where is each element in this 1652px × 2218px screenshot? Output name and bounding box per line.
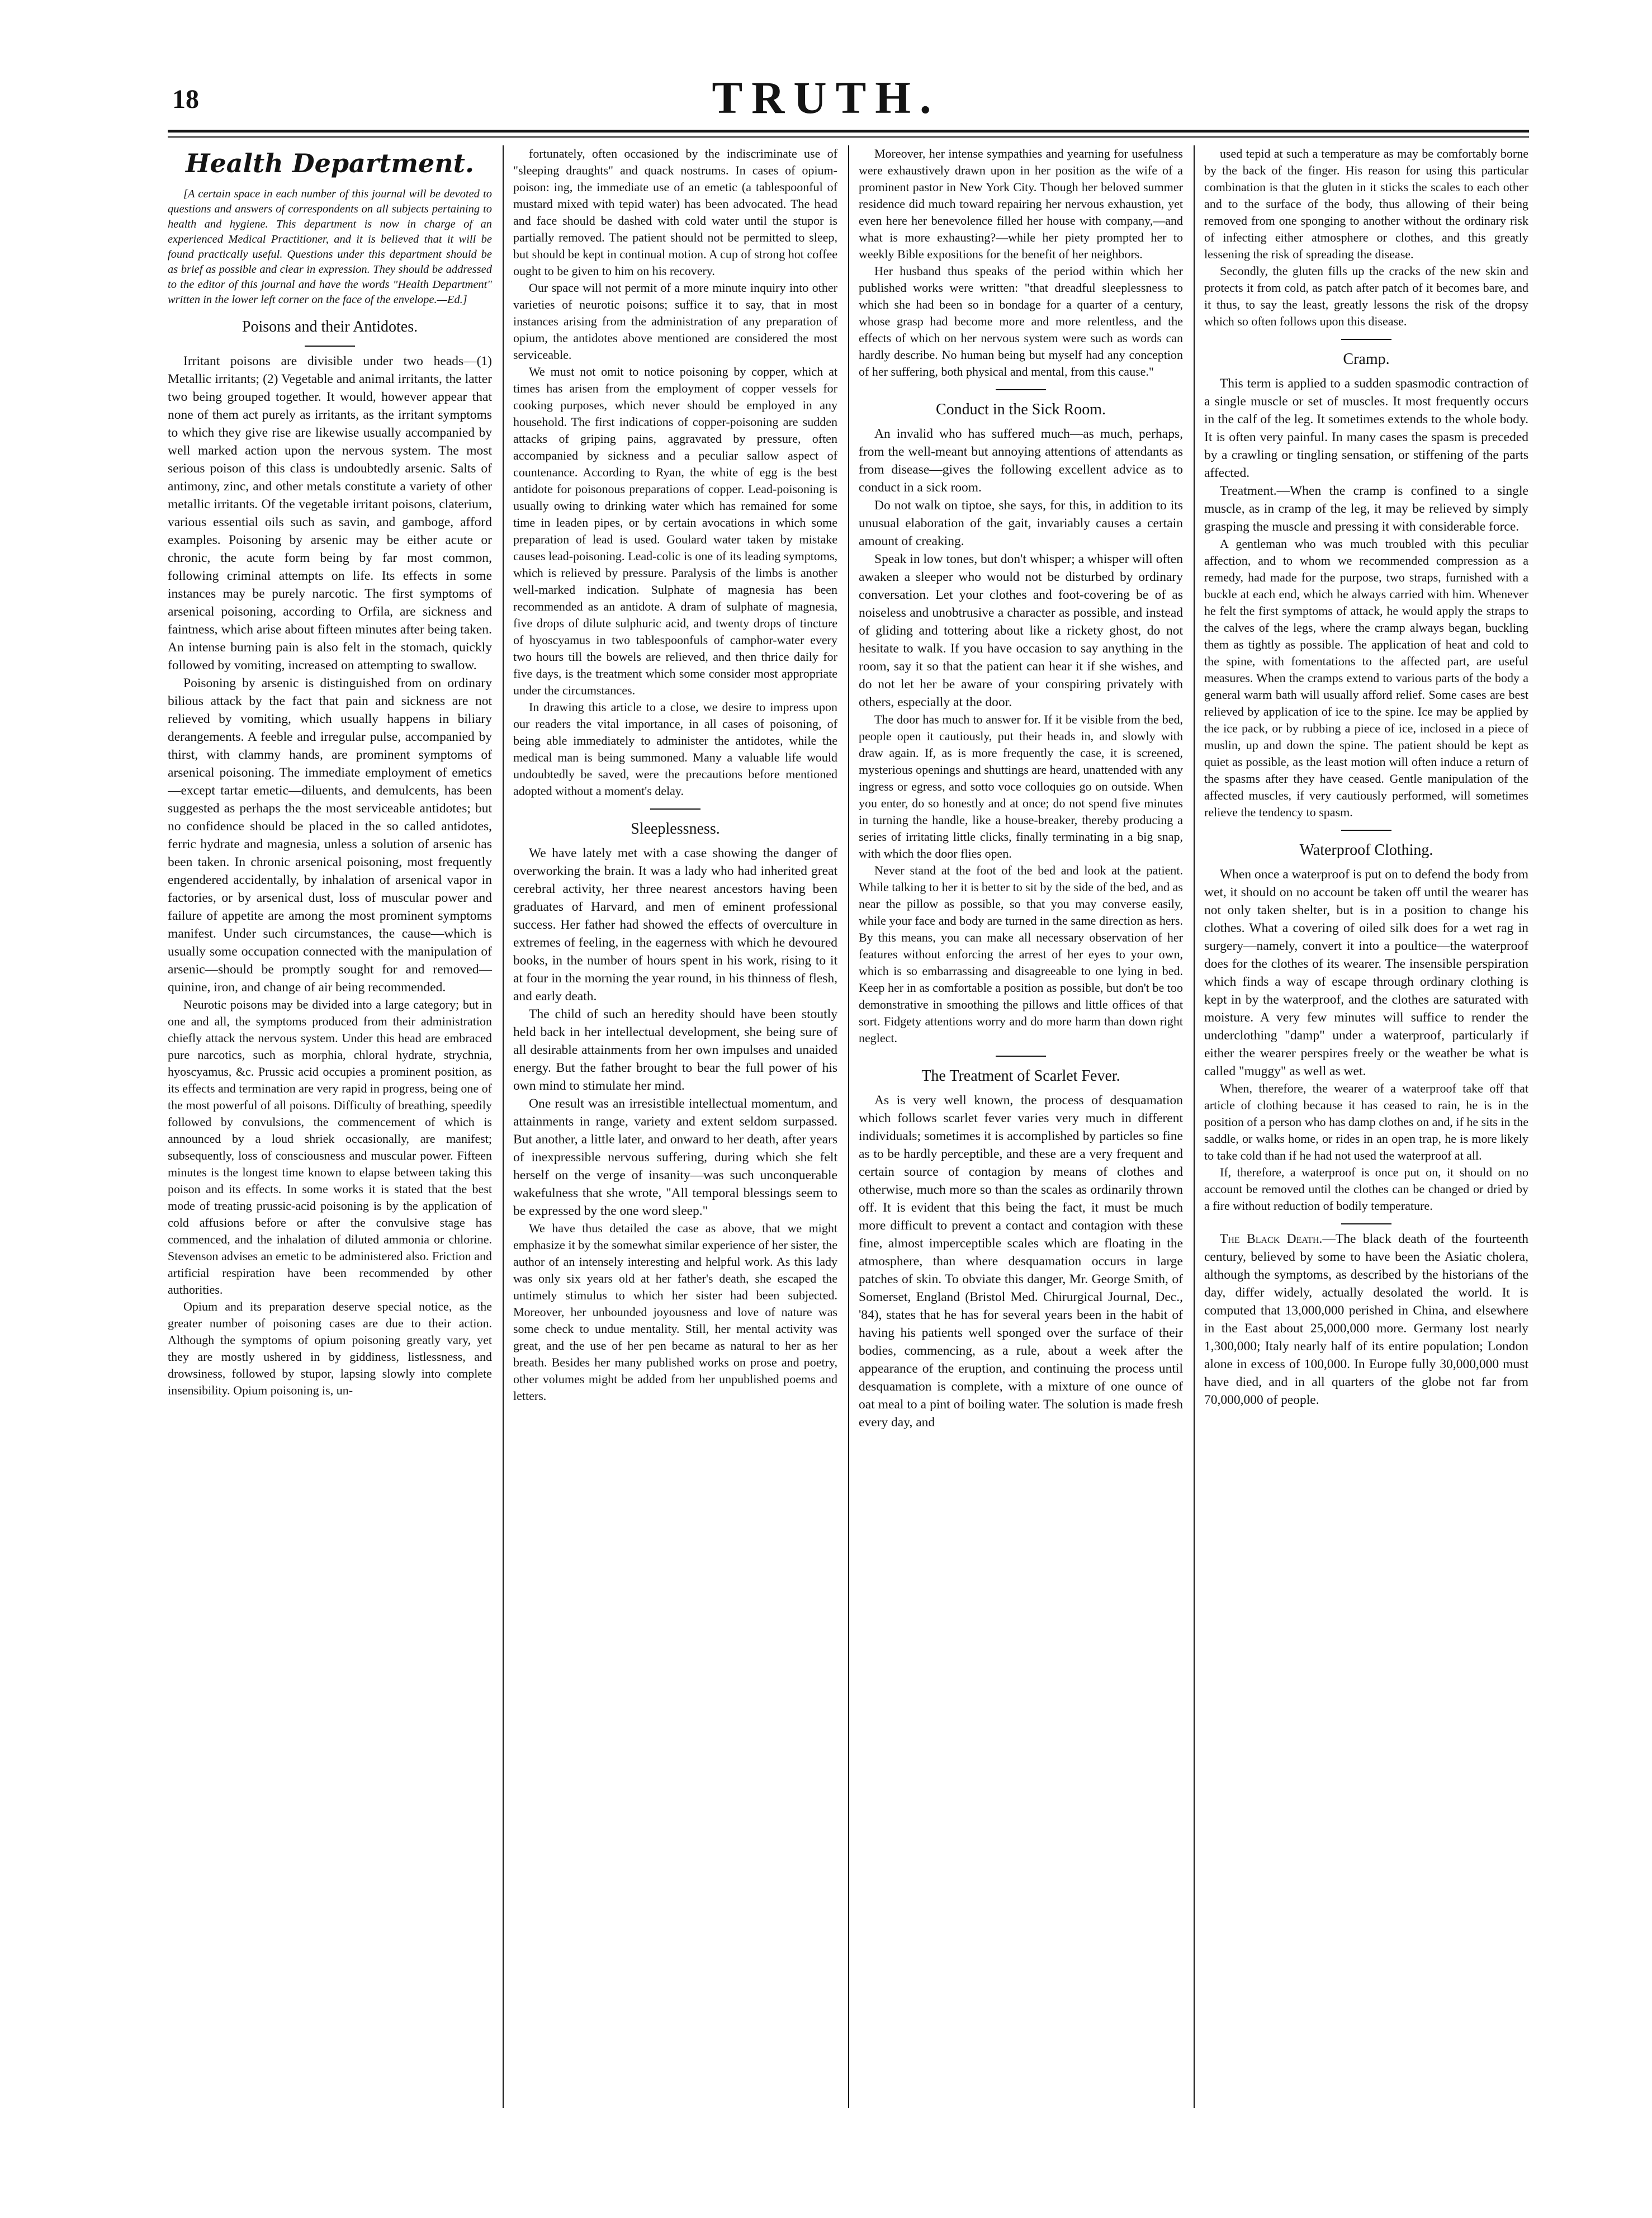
paragraph: As is very well known, the process of desquamation which follows scarlet fever varies very much in different individuals; sometimes it is accomplished by particles so fine as to be hardly perceptible, and these are a very frequent and certain source of contagion by means of clothes and otherwise, much more so than the scales as ordinarily thrown off. It is evident that this being the fact, it must be much more difficult to prevent a contact and contagion with these fine, almost imperceptible scales which are floating in the atmosphere, than where desquamation occurs in large patches of skin. To obviate this danger, Mr. George Smith, of Somerset, England (Bristol Med. Chirurgical Journal, Dec., '84), states that he has for several years been in the habit of having his patients well sponged over the surface of their bodies, commencing, as a rule, about a week after the appearance of the eruption, and continuing the process until desquamation is complete, with a mixture of one ounce of oat meal to a pint of boiling water. The solution is made fresh every day, and	[859, 1093, 1183, 1430]
paragraph: Poisoning by arsenic is distinguished from on ordinary bilious attack by the fact that pain and sickness are not relieved by vomiting, which usually happens in biliary derangements. A feeble and irregular pulse, accompanied by thirst, with clammy hands, are prominent symptoms of arsenical poisoning. The immediate employment of emetics —except tartar emetic—diluents, and demulcents, has been suggested as perhaps the the most serviceable antidotes; but no confidence should be placed in the so called antidotes, ferric hydrate and magnesia, unless a solution of arsenic has been taken. In chronic arsenical poisoning, most frequently engendered accidentally, by inhalation of arsenical vapor in factories, or by arsenical dust, loss of muscular power and failure of appetite are among the most prominent symptoms manifest. Under such circumstances, the cause—which is usually some occupation connected with the manipulation of arsenic—should be promptly sought for and removed—quinine, iron, and change of air being recommended.	[168, 676, 492, 995]
paragraph: A gentleman who was much troubled with this peculiar affection, and to whom we recommended compression as a remedy, had made for the purpose, two straps, furnished with a buckle at each end, which he always carried with him. Whenever he felt the first symptoms of attack, he would apply the straps to the calves of the legs, where the cramp always began, buckling them as tightly as possible. The application of heat and cold to the spine, with fomentations to the affected part, are useful measures. When the cramps extend to various parts of the body a general warm bath will usually afford relief. Some cases are best relieved by application of ice to the spine. Ice may be applied by the ice pack, or by rubbing a piece of ice, inclosed in a piece of muslin, up and down the spine. The patient should be kept as quiet as possible, as the least motion will often induce a return of the spasms after they have ceased. Gentle manipulation of the affected muscles, if very cautiously performed, will sometimes relieve the tendency to spasm.	[1204, 537, 1528, 819]
paragraph: The child of such an heredity should have been stoutly held back in her intellectual development, she being sure of all desirable attainments from her own impulses and unaided energy. But the father brought to bear the full power of his own mind to stimulate her mind.	[513, 1007, 837, 1093]
paragraph: We have thus detailed the case as above, that we might emphasize it by the somewhat similar experience of her sister, the author of an intensely interesting and helpful work. As this lady was only six years old at her father's death, she escaped the untimely stimulus to which her sister had been subjected. Moreover, her unbounded joyousness and love of nature was some check to undue mentality. Still, her mental activity was great, and the use of her pen became as natural to her as her breath. Besides her many published works on prose and poetry, other volumes might be added from her unpublished poems and letters.	[513, 1221, 837, 1403]
page-number: 18	[172, 84, 199, 114]
section-heading-poisons: Poisons and their Antidotes.	[242, 318, 418, 335]
paragraph: Her husband thus speaks of the period within which her published works were written: "that dreadful sleeplessness to which she had been so in bondage for a quarter of a century, whose grasp had become more and more relentless, and the effects of which on her nervous system were such as words can hardly describe. No human being but myself had any conception of her suffering, both physical and mental, from this cause."	[859, 264, 1183, 379]
paragraph: Treatment.—When the cramp is confined to a single muscle, as in cramp of the leg, it may be relieved by simply grasping the muscle and pressing it with considerable force.	[1204, 484, 1528, 534]
paragraph: We must not omit to notice poisoning by copper, which at times has arisen from the employment of copper vessels for cooking purposes, which never should be employed in any household. The first indications of copper-poisoning are sudden attacks of griping pains, aggravated by pressure, often accompanied by sickness and a peculiar sallow aspect of countenance. According to Ryan, the white of egg is the best antidote for poisonous preparations of copper. Lead-poisoning is usually owing to drinking water which has remained for some time in leaden pipes, or by certain avocations in which some preparation of lead is used. Goulard water taken by mistake causes lead-poisoning. Lead-colic is one of its leading symptoms, which is relieved by pressure. Paralysis of the limbs is another well-marked indication. Sulphate of magnesia has been recommended as an antidote. A dram of sulphate of magnesia, five drops of dilute sulphuric acid, and twenty drops of tincture of hyoscyamus in two tablespoonfuls of camphor-water every two hours till the bowels are relieved, and then thrice daily for five days, is the treatment which some consider most appropriate under the circumstances.	[513, 365, 837, 697]
paragraph: If, therefore, a waterproof is once put on, it should on no account be removed until the clothes can be changed or dried by a fire without reduction of bodily temperature.	[1204, 1165, 1528, 1213]
short-rule	[996, 389, 1046, 390]
department-title: Health Department.	[186, 148, 474, 178]
paragraph: Moreover, her intense sympathies and yearning for usefulness were exhaustively drawn upon in her position as the wife of a prominent pastor in New York City. Though her beloved summer residence did much toward repairing her nervous exhaustion, yet even here her benevolence filled her house with company,—and what is more exhausting?—while her piety prompted her to weekly Bible expositions for the benefit of her neighbors.	[859, 146, 1183, 261]
short-rule	[650, 808, 700, 810]
short-rule	[305, 346, 355, 347]
masthead-title: TRUTH.	[712, 72, 940, 123]
paragraph: In drawing this article to a close, we desire to impress upon our readers the vital importance, in all cases of poisoning, of being able immediately to administer the antidotes, while the medical man is being summoned. Many a valuable life would undoubtedly be saved, were the precautions before mentioned adopted without a moment's delay.	[513, 700, 837, 798]
paragraph-black-death	[1204, 1230, 1528, 1409]
article-columns	[168, 145, 1529, 2113]
column-divider	[848, 145, 849, 2108]
paragraph: Neurotic poisons may be divided into a large category; but in one and all, the symptoms produced from their administration chiefly attack the nervous system. Under this head are embraced pure narcotics, such as morphia, chloral hydrate, strychnia, hyoscyamus, &c. Prussic acid occupies a prominent position, as its effects and termination are very rapid in progress, being one of the most powerful of all poisons. Difficulty of breathing, speedily followed by convulsions, the commencement of which is announced by a loud shriek occasionally, are manifest; subsequently, loss of consciousness and muscular power. Fifteen minutes is the longest time known to elapse between taking this poison and its effects. In some works it is stated that the best mode of treating prussic-acid poisoning is by the application of cold affusions before or after the convulsive stage has commenced, and the inhalation of diluted ammonia or chlorine. Stevenson advises an emetic to be administered also. Friction and artificial respiration have been recommended by other authorities.	[168, 997, 492, 1297]
paragraph: We have lately met with a case showing the danger of overworking the brain. It was a lady who had inherited great cerebral activity, her three nearest ancestors having been graduates of Harvard, and men of eminent professional success. Her father had showed the effects of overculture in extremes of feeling, in the eagerness with which he devoured books, in the number of hours spent in his work, rising to it at four in the morning the year round, in his thinness of flesh, and early death.	[513, 846, 837, 1004]
paragraph: Opium and its preparation deserve special notice, as the greater number of poisoning cases are due to their action. Although the symptoms of opium poisoning greatly vary, yet they are mostly ushered in by giddiness, listlessness, and drowsiness, followed by stupor, lapsing slowly into complete insensibility. Opium poisoning is, un-	[168, 1299, 492, 1397]
short-rule	[1341, 1223, 1391, 1224]
column-3	[859, 145, 1183, 2113]
paragraph: Speak in low tones, but don't whisper; a whisper will often awaken a sleeper who would not be disturbed by ordinary conversation. Let your clothes and foot-covering be of as noiseless and unobtrusive a character as possible, and instead of gliding and tottering about like a rickety ghost, do not hesitate to walk. If you have occasion to say anything in the room, say it so that the patient can hear it if she wishes, and do not let her be aware of your conspiring privately with others, especially at the door.	[859, 552, 1183, 710]
paragraph: fortunately, often occasioned by the indiscriminate use of "sleeping draughts" and quack nostrums. In cases of opium-poison: ing, the immediate use of an emetic (a tablespoonful of mustard mixed with tepid water) has been advocated. The head and face should be dashed with cold water until the stupor is partially removed. The patient should not be permitted to sleep, but should be kept in continual motion. A cup of strong hot coffee ought to be given to him on his recovery.	[513, 146, 837, 278]
short-rule	[1341, 339, 1391, 340]
paragraph: When once a waterproof is put on to defend the body from wet, it should on no account be taken off until the wearer has not only taken shelter, but is in a position to change his clothes. What a covering of oiled silk does for a wet rag in surgery—namely, convert it into a poultice—the waterproof does for the clothes of its wearer. The insensible perspiration which finds a way of escape through ordinary clothing is kept in by the waterproof, and the clothes are saturated with moisture. A very few minutes will suffice to render the underclothing "damp" under a waterproof, particularly if either the wearer perspires freely or the weather be what is called "muggy" as well as wet.	[1204, 867, 1528, 1079]
section-heading-scarlet-fever: The Treatment of Scarlet Fever.	[921, 1067, 1120, 1085]
column-4	[1204, 145, 1528, 2113]
paragraph: Do not walk on tiptoe, she says, for this, in addition to its unusual elaboration of the gait, invariably causes a certain amount of creaking.	[859, 498, 1183, 548]
black-death-text: —The black death of the fourteenth century, believed by some to have been the Asiatic cholera, although the symptoms, as described by the historians of the day, differ widely, actually desolated the world. It is computed that 13,000,000 perished in China, and elsewhere in the East about 25,000,000 more. Germany lost nearly 1,300,000; Italy nearly half of its entire population; London alone in excess of 100,000. In Europe fully 30,000,000 must have died, and in all quarters of the globe not far from 70,000,000 of people.	[1204, 1232, 1528, 1407]
section-heading-sick-room: Conduct in the Sick Room.	[935, 401, 1106, 418]
section-heading-sleeplessness: Sleeplessness.	[631, 820, 720, 838]
editor-note: [A certain space in each number of this journal will be devoted to questions and answers of correspondents on all subjects pertaining to health and hygiene. This department is now in charge of an experienced Medical Practitioner, and it is believed that it will be found practically useful. Questions under this department should be as brief as possible and clear in expression. They should be addressed to the editor of this journal and have the words "Health Department" written in the lower left corner on the face of the envelope.—Ed.]	[168, 188, 492, 306]
column-2	[513, 145, 837, 2113]
masthead-rule-thin	[168, 136, 1529, 138]
paragraph: Irritant poisons are divisible under two heads—(1) Metallic irritants; (2) Vegetable and animal irritants, the latter two being grouped together. It would, however appear that none of them act purely as irritants, as the irritant symptoms to which they give rise are likewise usually accompanied by well marked action upon the nervous system. The most serious poison of this class is undoubtedly arsenic. Salts of antimony, zinc, and other metals constitute a variety of other metallic irritants. Of the vegetable irritant poisons, claterium, various essential oils such as savin, and gamboge, afford examples. Poisoning by arsenic may be either acute or chronic, the acute form being by far most common, following criminal attempts on life. Its effects in some instances may be purely narcotic. The first symptoms of arsenical poisoning, according to Orfila, are sickness and faintness, which arise about fifteen minutes after being taken. An intense burning pain is also felt in the stomach, quickly followed by vomiting, increased on attempting to swallow.	[168, 354, 492, 673]
short-rule	[1341, 830, 1391, 831]
paragraph: This term is applied to a sudden spasmodic contraction of a single muscle or set of muscles. It most frequently occurs in the calf of the leg. It sometimes extends to the whole body. It is often very painful. In many cases the spasm is preceded by a crawling or tingling sensation, or stiffening of the parts affected.	[1204, 376, 1528, 480]
paragraph: Our space will not permit of a more minute inquiry into other varieties of neurotic poisons; suffice it to say, that in most instances arising from the administration of any preparation of opium, the antidotes above mentioned are considered the most serviceable.	[513, 281, 837, 362]
masthead-rule	[168, 130, 1529, 133]
paragraph: An invalid who has suffered much—as much, perhaps, from the well-meant but annoying attentions of attendants as from disease—gives the following excellent advice as to conduct in a sick room.	[859, 427, 1183, 495]
section-heading-waterproof: Waterproof Clothing.	[1299, 841, 1433, 859]
section-heading-cramp: Cramp.	[1343, 351, 1390, 368]
paragraph: Never stand at the foot of the bed and look at the patient. While talking to her it is better to sit by the side of the bed, and as near the pillow as possible, so that you may converse easily, while your face and body are turned in the same direction as hers. By this means, you can make all necessary observation of her features without enforcing the arrest of her eyes to your own, which is so embarrassing and disagreeable to one lying in bed. Keep her in as comfortable a position as possible, but don't be too demonstrative in smoothing the pillows and little offices of that sort. Fidgety attentions worry and do more harm than down right neglect.	[859, 863, 1183, 1045]
black-death-label: The Black Death.	[1220, 1232, 1323, 1246]
paragraph: When, therefore, the wearer of a waterproof take off that article of clothing because it has ceased to rain, he is in the position of a person who has damp clothes on and, if he sits in the saddle, or walks home, or rides in an open trap, he is more likely to take cold than if he had not used the waterproof at all.	[1204, 1081, 1528, 1162]
paragraph: used tepid at such a temperature as may be comfortably borne by the back of the finger. His reason for using this particular combination is that the gluten in it sticks the scales to each other and to the surface of the body, thus allowing of their being removed from one sponging to another without the ordinary risk of infecting either atmosphere or clothes, and this greatly lessening the risk of spreading the disease.	[1204, 146, 1528, 261]
short-rule	[996, 1056, 1046, 1057]
column-divider	[503, 145, 504, 2108]
paragraph: One result was an irresistible intellectual momentum, and attainments in range, variety and extent seldom surpassed. But another, a little later, and onward to her death, after years of inexpressible nervous suffering, during which she felt herself on the verge of insanity—was such unconquerable wakefulness that she wrote, "All temporal blessings seem to be expressed by the one word sleep."	[513, 1096, 837, 1218]
paragraph: The door has much to answer for. If it be visible from the bed, people open it cautiously, put their heads in, and slowly with draw again. If, as is more frequently the case, it is screened, mysterious openings and shuttings are heard, unattended with any ingress or egress, and sotto voce colloquies go on outside. When you enter, do so honestly and at once; do not spend five minutes in turning the handle, like a house-breaker, thereby producing a series of irritating little clicks, finally terminating in a big snap, with which the door flies open.	[859, 712, 1183, 860]
column-1	[168, 145, 492, 2113]
paragraph: Secondly, the gluten fills up the cracks of the new skin and protects it from cold, as patch after patch of it becomes bare, and it thus, to say the least, greatly lessons the risk of the dropsy which so often follows upon this disease.	[1204, 264, 1528, 328]
column-divider	[1194, 145, 1195, 2108]
